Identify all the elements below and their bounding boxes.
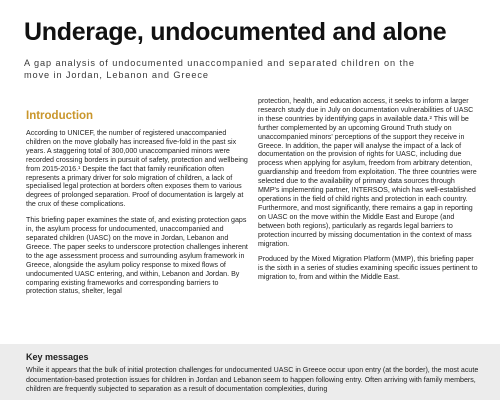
introduction-right-column xyxy=(258,97,478,289)
intro-paragraph-4: Produced by the Mixed Migration Platform (MMP), this briefing paper is the sixth in a series of studies examining specific issues pertinent to migration to, from and within the Middle East. xyxy=(258,255,478,282)
introduction-left-column xyxy=(26,110,248,303)
key-messages-text: While it appears that the bulk of initial protection challenges for undocumented UASC in Greece occur upon entry (at the border), the most acute documentation-based protection issues for children in Jordan and Lebanon seem to happen following entry. Often arriving with family members, children are frequently subjected to separation as a result of documentation complexities, during xyxy=(26,366,479,393)
intro-paragraph-1: According to UNICEF, the number of registered unaccompanied children on the move globally has increased five-fold in the past six years. A staggering total of 300,000 unaccompanied minors were recorded crossing borders in pursuit of safety, protection and wellbeing from 2015-2016.¹ Despite the fact that family reunification often represents a primary driver for solo migration of children, a lack of specialised legal protection at borders often exposes them to various degrees of prolonged separation. Proof of documentation is largely at the crux of these complications. xyxy=(26,129,248,209)
key-messages-heading: Key messages xyxy=(26,352,89,362)
introduction-heading: Introduction xyxy=(26,110,94,122)
intro-paragraph-2: This briefing paper examines the state of, and existing protection gaps in, the asylum process for undocumented, unaccompanied and separated children (UASC) on the move in Jordan, Lebanon and Greece. The paper seeks to underscore protection challenges inherent to the age assessment process and surrounding asylum framework in Greece, alongside the asylum policy response to mixed flows of undocumented UASC entering, and within, Lebanon and Jordan. By comparing existing frameworks and corresponding barriers to protection status, shelter, legal xyxy=(26,216,248,296)
intro-paragraph-3: protection, health, and education access, it seeks to inform a larger research study due in July on documentation vulnerabilities of UASC in these countries by identifying gaps in available data.² This will be further complemented by an upcoming Ground Truth study on unaccompanied minors' perceptions of the support they receive in Greece. In addition, the paper will analyse the impact of a lack of documentation on the provision of rights for UASC, including due process when applying for asylum, freedom from arbitrary detention, guardianship and freedom from exploitation. The three countries were selected due to the availability of primary data sources through MMP's implementing partner, INTERSOS, which has well-established operations in the field of child rights and protection in each country. Furthermore, and most significantly, there remains a gap in reporting on UASC on the move within the Middle East and Europe (and between both regions), particularly as regards legal barriers to protection incurred by missing documentation in the context of mass migration. xyxy=(258,97,477,248)
page-title: Underage, undocumented and alone xyxy=(24,18,447,46)
page-subtitle: A gap analysis of undocumented unaccompanied and separated children on the move in Jordan, Lebanon and Greece xyxy=(24,58,415,80)
key-messages-box xyxy=(0,344,500,400)
